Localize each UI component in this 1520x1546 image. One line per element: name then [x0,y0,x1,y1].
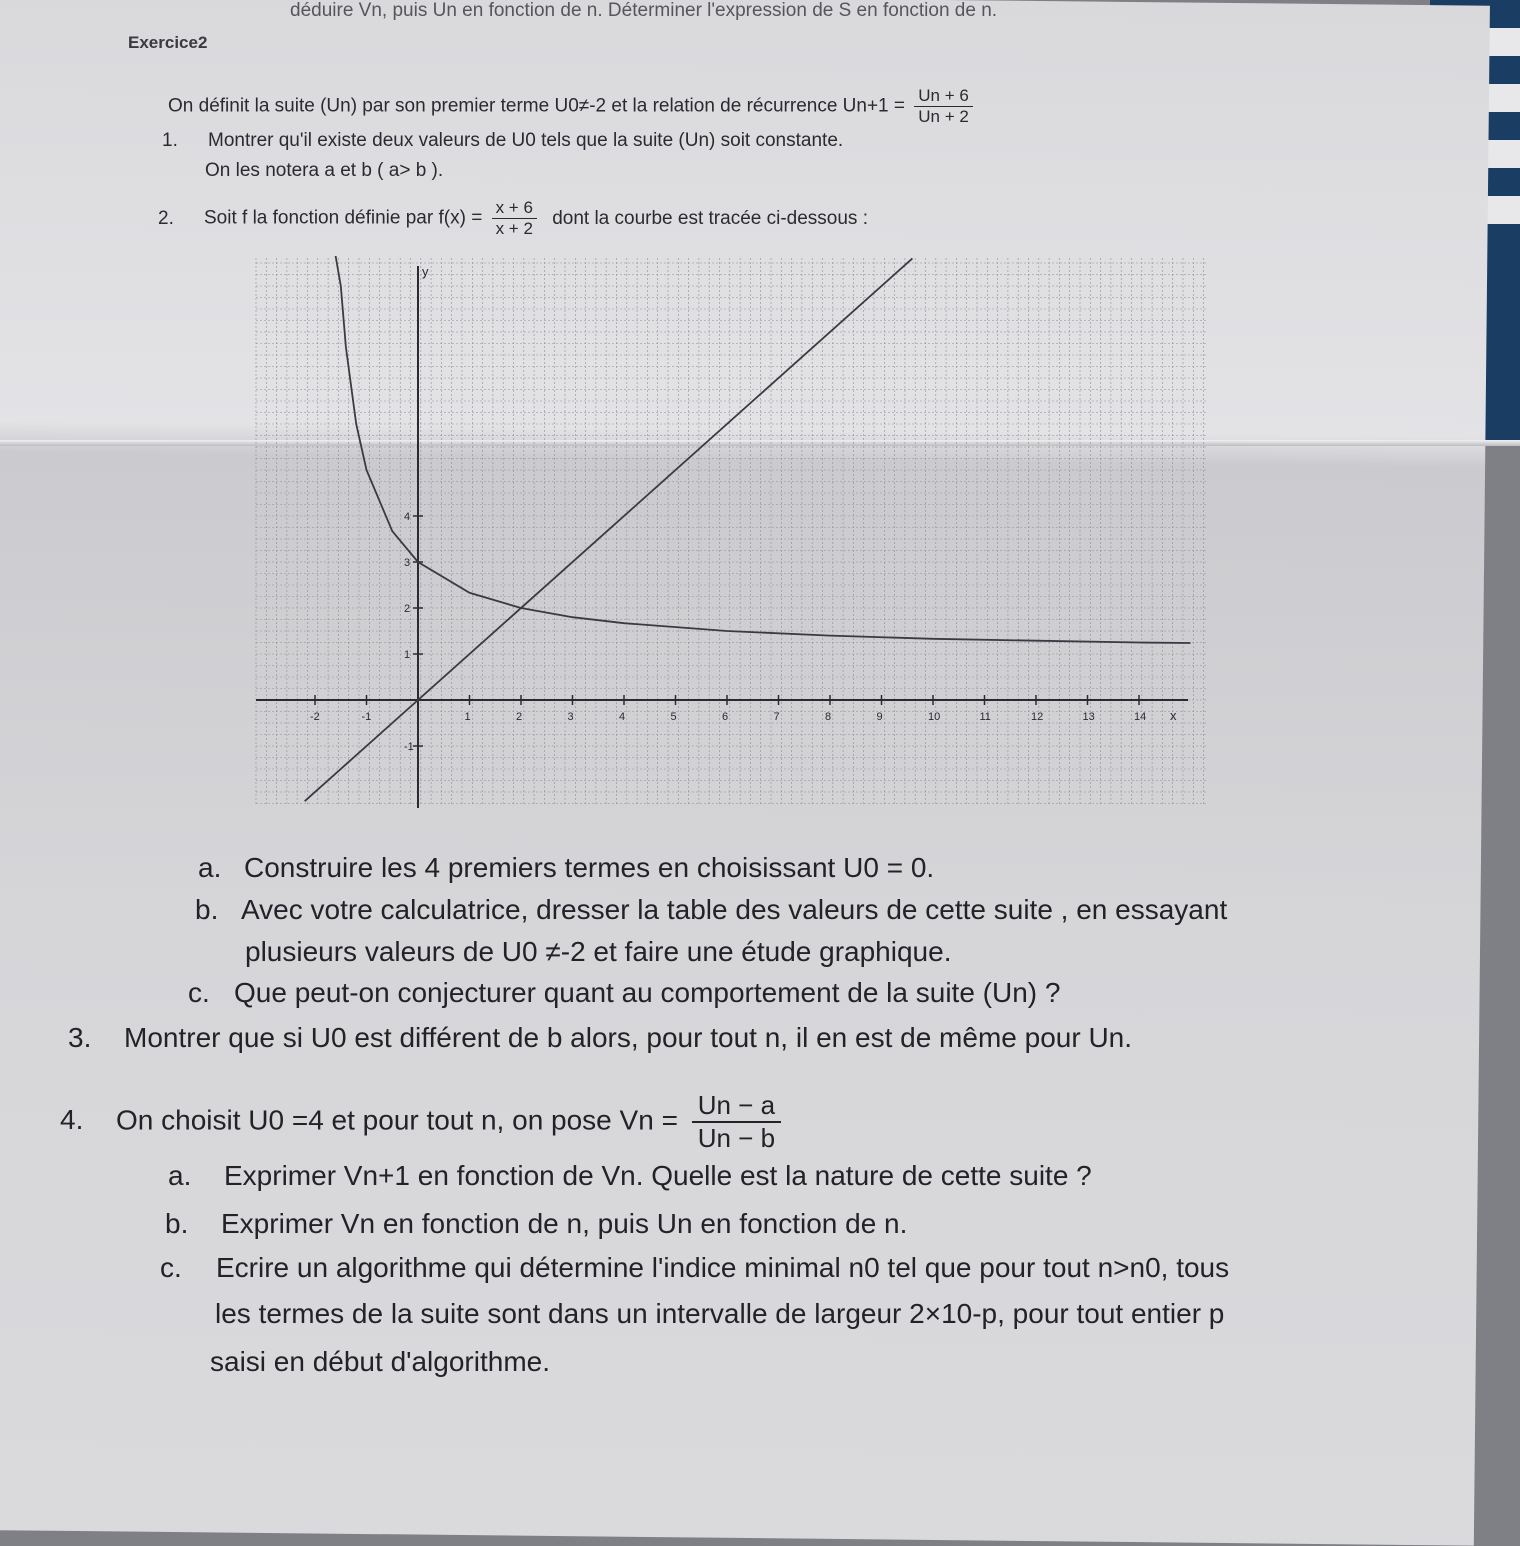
x-tick-label: -2 [310,711,320,723]
item-label: c. [188,977,210,1008]
item-label: b. [165,1208,189,1239]
question-4c-line-2: les termes de la suite sont dans un intervalle de largeur 2×10-p, pour tout entier p [215,1298,1225,1329]
x-tick-label: 2 [516,711,523,723]
question-4-text: On choisit U0 =4 et pour tout n, on pose Vn = [116,1104,678,1136]
question-3-text: Montrer que si U0 est différent de b alors, pour tout n, il en est de même pour Un. [124,1022,1133,1053]
cut-off-top-line: déduire Vn, puis Un en fonction de n. Déterminer l'expression de S en fonction de n. [290,0,998,21]
question-3 [68,1022,1132,1054]
question-4b-text: Exprimer Vn en fonction de n, puis Un en fonction de n. [221,1208,908,1239]
vn-fraction [692,1090,781,1154]
x-tick-label: 12 [1031,711,1044,723]
y-axis-label: y [422,264,429,279]
x-tick-label: 9 [876,711,883,723]
y-tick-label: 2 [404,603,411,615]
x-tick-label: 6 [722,711,729,723]
x-tick-label: -1 [361,711,372,723]
x-tick-label: 3 [567,711,574,723]
intro-text: On définit la suite (Un) par son premier terme U0≠-2 et la relation de récurrence Un+1 = [168,95,905,117]
question-2a [198,852,934,884]
fraction-denominator: Un + 2 [918,107,969,126]
question-2b-line-1: Avec votre calculatrice, dresser la table des valeurs de cette suite , en essayant [241,894,1228,925]
item-label: c. [160,1252,182,1283]
question-4 [60,1090,781,1154]
function-graph [250,252,1210,812]
question-2-text-before: Soit f la fonction définie par f(x) = [204,207,483,229]
question-2c-text: Que peut-on conjecturer quant au comportement de la suite (Un) ? [234,977,1061,1008]
question-2 [158,198,868,239]
x-tick-label: 5 [670,711,677,723]
x-axis-label: x [1170,708,1177,723]
question-2a-text: Construire les 4 premiers termes en choisissant U0 = 0. [244,852,935,883]
question-number: 2. [158,207,174,229]
x-tick-label: 14 [1134,711,1147,723]
question-4c-line-1: Ecrire un algorithme qui détermine l'indice minimal n0 tel que pour tout n>n0, tous [216,1252,1230,1283]
function-fraction [492,198,537,239]
question-1-line-1: Montrer qu'il existe deux valeurs de U0 tels que la suite (Un) soit constante. [208,130,844,151]
x-tick-label: 8 [825,711,832,723]
recurrence-fraction [914,86,973,127]
question-2b-line-2: plusieurs valeurs de U0 ≠-2 et faire une étude graphique. [245,936,952,967]
question-2c [188,977,1060,1009]
y-tick-label: 3 [404,557,411,569]
fraction-denominator: x + 2 [495,219,533,238]
y-tick-label: 1 [404,649,411,661]
question-2-text-after: dont la courbe est tracée ci-dessous : [552,207,868,229]
curve-f [336,256,1191,643]
x-tick-label: 4 [619,711,626,723]
y-tick-label: 4 [404,511,411,523]
x-tick-label: 10 [928,711,941,723]
question-2b [195,894,1227,926]
question-4a-text: Exprimer Vn+1 en fonction de Vn. Quelle est la nature de cette suite ? [224,1160,1092,1191]
question-number: 1. [162,130,178,151]
x-tick-label: 7 [773,711,780,723]
item-label: a. [168,1160,192,1191]
question-4c-line-3: saisi en début d'algorithme. [210,1346,550,1377]
item-label: a. [198,852,222,883]
question-number: 3. [68,1022,92,1053]
exercise-title: Exercice2 [128,33,208,52]
intro-statement [168,86,973,127]
question-1-line-2: On les notera a et b ( a> b ). [205,160,444,181]
question-number: 4. [60,1104,84,1136]
line-y-equals-x [305,258,913,801]
x-tick-label: 11 [979,711,991,723]
fraction-numerator: Un + 6 [914,86,973,107]
x-tick-label: 13 [1082,711,1095,723]
question-4c [160,1252,1229,1284]
x-tick-label: 1 [464,711,471,723]
question-4a [168,1160,1092,1192]
fraction-numerator: x + 6 [492,198,537,219]
item-label: b. [195,894,219,925]
fraction-numerator: Un − a [692,1090,781,1123]
question-1 [162,130,843,152]
fraction-denominator: Un − b [697,1123,776,1153]
question-4b [165,1208,907,1240]
y-tick-label: -1 [404,741,414,753]
